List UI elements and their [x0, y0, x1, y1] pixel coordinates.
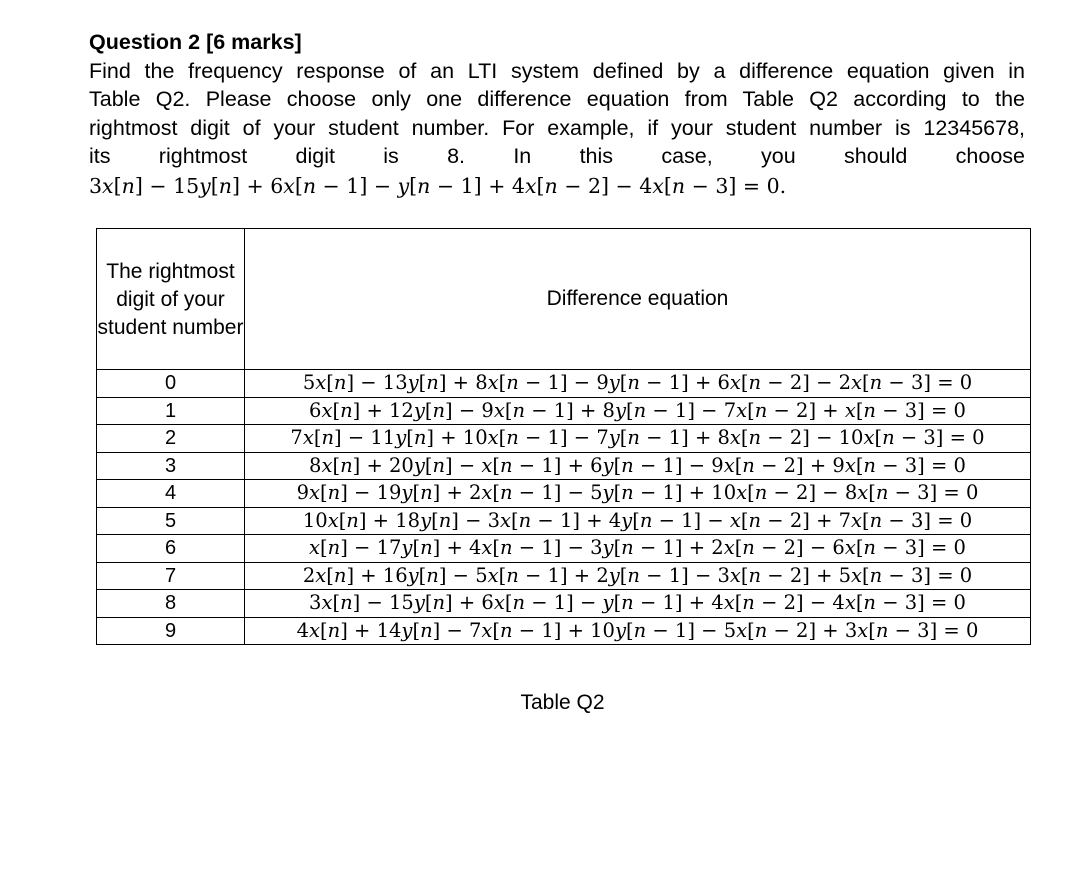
- question-line-3: rightmost digit of your student number. For example, if your student number is 12345678,: [89, 115, 1025, 140]
- row-digit: 7: [97, 562, 245, 590]
- example-equation: 3x[n] − 15y[n] + 6x[n − 1] − y[n − 1] + 4x[n − 2] − 4x[n − 3] = 0.: [89, 173, 787, 198]
- table-body: [97, 370, 1031, 645]
- table-row: [97, 535, 1031, 563]
- question-title: Question 2 [6 marks]: [89, 30, 302, 54]
- row-equation: 3x[n] − 15y[n] + 6x[n − 1] − y[n − 1] + 4x[n − 2] − 4x[n − 3] = 0: [245, 590, 1031, 618]
- row-digit: 2: [97, 425, 245, 453]
- row-digit: 8: [97, 590, 245, 618]
- table-row: [97, 590, 1031, 618]
- row-equation: 9x[n] − 19y[n] + 2x[n − 1] − 5y[n − 1] + 10x[n − 2] − 8x[n − 3] = 0: [245, 480, 1031, 508]
- table-row: [97, 370, 1031, 398]
- question-line-4: its rightmost digit is 8. In this case, you should choose: [89, 144, 1025, 168]
- table-row: [97, 617, 1031, 645]
- row-equation: 7x[n] − 11y[n] + 10x[n − 1] − 7y[n − 1] + 8x[n − 2] − 10x[n − 3] = 0: [245, 425, 1031, 453]
- difference-equation-table: [96, 228, 1031, 645]
- table-row: [97, 452, 1031, 480]
- row-equation: 4x[n] + 14y[n] − 7x[n − 1] + 10y[n − 1] − 5x[n − 2] + 3x[n − 3] = 0: [245, 617, 1031, 645]
- row-digit: 9: [97, 617, 245, 645]
- table-row: [97, 397, 1031, 425]
- row-digit: 6: [97, 535, 245, 563]
- row-digit: 1: [97, 397, 245, 425]
- header-equation: Difference equation: [245, 229, 1031, 370]
- table-header-row: [97, 229, 1031, 370]
- row-equation: 8x[n] + 20y[n] − x[n − 1] + 6y[n − 1] − 9x[n − 2] + 9x[n − 3] = 0: [245, 452, 1031, 480]
- row-digit: 3: [97, 452, 245, 480]
- table-row: [97, 425, 1031, 453]
- row-digit: 5: [97, 507, 245, 535]
- question-line-2: Table Q2. Please choose only one difference equation from Table Q2 according to the: [89, 87, 1025, 111]
- row-equation: 6x[n] + 12y[n] − 9x[n − 1] + 8y[n − 1] − 7x[n − 2] + x[n − 3] = 0: [245, 397, 1031, 425]
- row-digit: 0: [97, 370, 245, 398]
- table-caption: Table Q2: [520, 691, 605, 714]
- table-row: [97, 507, 1031, 535]
- row-equation: 10x[n] + 18y[n] − 3x[n − 1] + 4y[n − 1] − x[n − 2] + 7x[n − 3] = 0: [245, 507, 1031, 535]
- row-equation: 2x[n] + 16y[n] − 5x[n − 1] + 2y[n − 1] − 3x[n − 2] + 5x[n − 3] = 0: [245, 562, 1031, 590]
- row-equation: x[n] − 17y[n] + 4x[n − 1] − 3y[n − 1] + 2x[n − 2] − 6x[n − 3] = 0: [245, 535, 1031, 563]
- table-row: [97, 562, 1031, 590]
- question-block: [89, 28, 1025, 201]
- table-row: [97, 480, 1031, 508]
- row-equation: 5x[n] − 13y[n] + 8x[n − 1] − 9y[n − 1] + 6x[n − 2] − 2x[n − 3] = 0: [245, 370, 1031, 398]
- row-digit: 4: [97, 480, 245, 508]
- question-line-1: Find the frequency response of an LTI system defined by a difference equation given in: [89, 58, 1025, 83]
- header-digit: The rightmost digit of your student number: [97, 229, 245, 370]
